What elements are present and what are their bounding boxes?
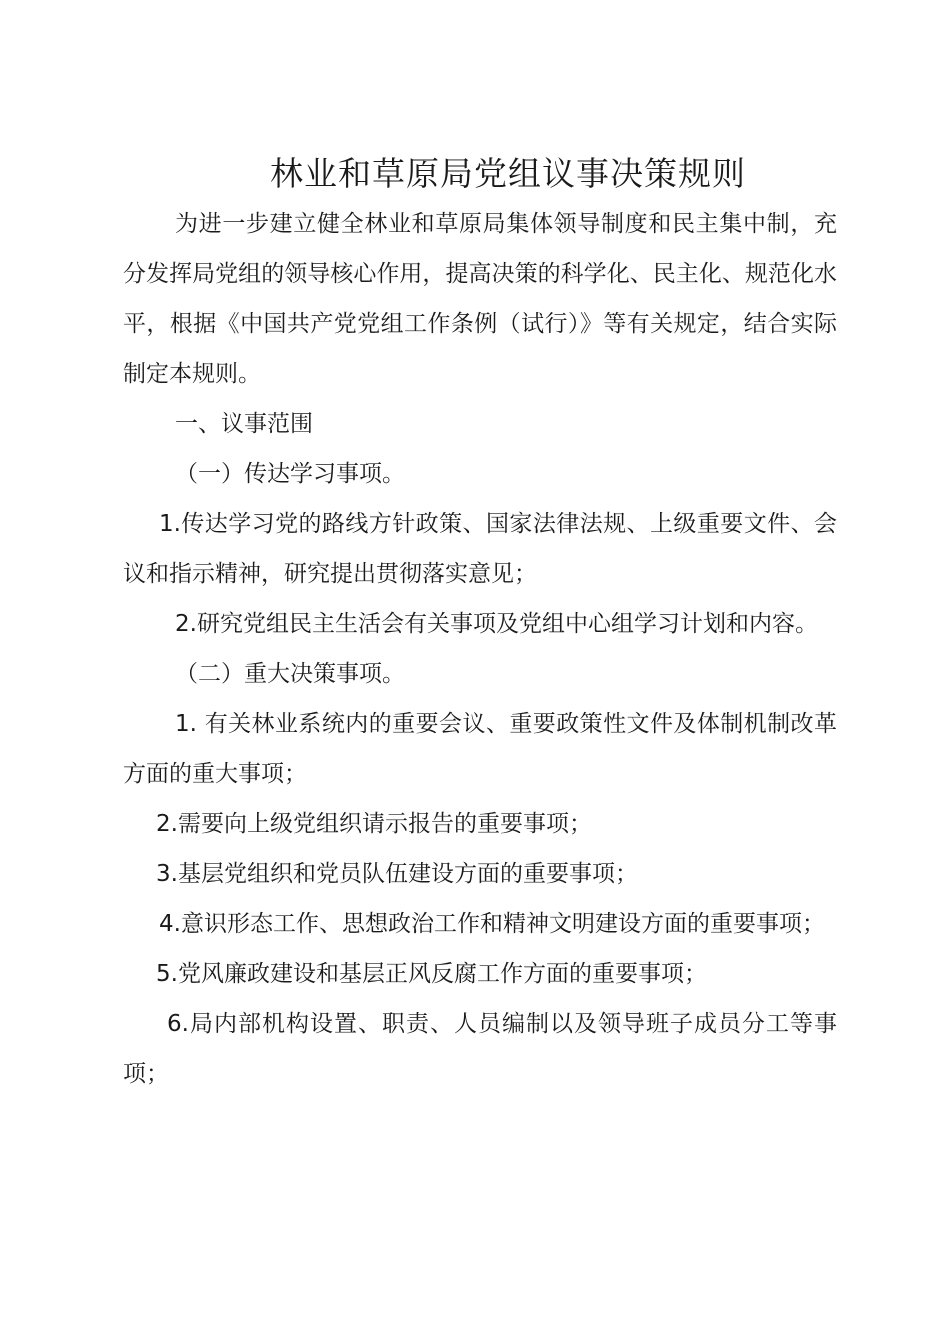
list-item: 1. 有关林业系统内的重要会议、重要政策性文件及体制机制改革方面的重大事项； — [123, 711, 837, 787]
document-title: 林业和草原局党组议事决策规则 — [270, 154, 746, 193]
list-item: 5.党风廉政建设和基层正风反腐工作方面的重要事项； — [156, 961, 707, 987]
list-item: 2.需要向上级党组织请示报告的重要事项； — [156, 811, 592, 837]
subsection-heading-decisions: （二）重大决策事项。 — [175, 661, 405, 687]
document-body — [123, 199, 837, 1099]
list-item: 6.局内部机构设置、职责、人员编制以及领导班子成员分工等事项； — [123, 1011, 837, 1087]
section-heading-scope: 一、议事范围 — [175, 411, 313, 437]
list-item: 1.传达学习党的路线方针政策、国家法律法规、上级重要文件、会议和指示精神，研究提出贯彻落实意见； — [123, 511, 837, 587]
list-item: 4.意识形态工作、思想政治工作和精神文明建设方面的重要事项； — [159, 911, 825, 937]
subsection-heading-study: （一）传达学习事项。 — [175, 461, 405, 487]
intro-paragraph: 为进一步建立健全林业和草原局集体领导制度和民主集中制，充分发挥局党组的领导核心作用，提高决策的科学化、民主化、规范化水平，根据《中国共产党党组工作条例（试行）》等有关规定，结合实际制定本规则。 — [123, 211, 837, 387]
list-item: 3.基层党组织和党员队伍建设方面的重要事项； — [156, 861, 638, 887]
list-item: 2.研究党组民主生活会有关事项及党组中心组学习计划和内容。 — [175, 611, 818, 637]
